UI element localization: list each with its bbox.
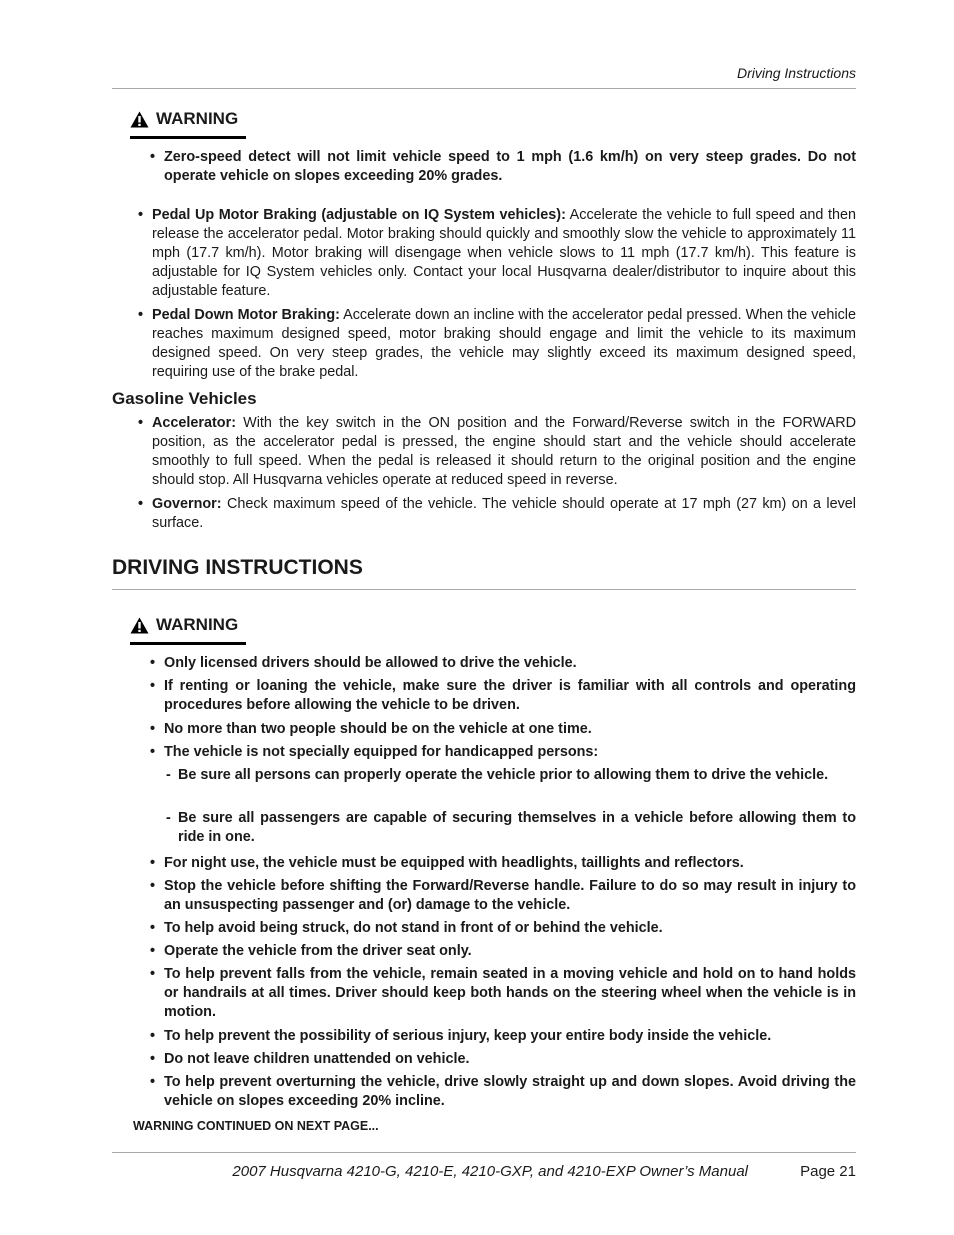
list-item xyxy=(112,414,856,490)
section-title: DRIVING INSTRUCTIONS xyxy=(112,556,363,579)
warning-item-text: Be sure all persons can properly operate the vehicle prior to allowing them to drive the vehicle. xyxy=(178,767,829,783)
item-term: Pedal Up Motor Braking (adjustable on IQ System vehicles): xyxy=(152,207,566,223)
bullet: • xyxy=(150,920,156,936)
list-item xyxy=(112,495,856,533)
footer-manual-title: 2007 Husqvarna 4210-G, 4210-E, 4210-GXP, and 4210-EXP Owner’s Manual xyxy=(232,1163,748,1180)
warning-underline xyxy=(130,136,246,139)
warning-item-text: Zero-speed detect will not limit vehicle speed to 1 mph (1.6 km/h) on very steep grades. Do not operate vehicle on slopes exceeding 20% grades. xyxy=(164,149,856,184)
section-rule xyxy=(112,589,856,590)
warning-item xyxy=(112,854,856,873)
warning-subitem xyxy=(112,809,856,847)
warning-item-text: No more than two people should be on the vehicle at one time. xyxy=(164,721,592,737)
warning-item-text: If renting or loaning the vehicle, make sure the driver is familiar with all controls and operating procedures before allowing the vehicle to be driven. xyxy=(164,678,856,713)
item-text: With the key switch in the ON position and the Forward/Reverse switch in the FORWARD position, as the accelerator pedal is pressed, the engine should start and the vehicle should accelerate smoothly to full speed. When the pedal is released it should return to the original position and the engine should stop. All Husqvarna vehicles operate at reduced speed in reverse. xyxy=(152,415,857,488)
bullet: • xyxy=(150,149,156,165)
warning-underline xyxy=(130,642,246,645)
bullet: • xyxy=(150,943,156,959)
warning-item-text: Do not leave children unattended on vehicle. xyxy=(164,1051,470,1067)
bullet: • xyxy=(150,1051,156,1067)
bullet: • xyxy=(150,878,156,894)
warning-item xyxy=(112,877,856,915)
bullet: • xyxy=(138,496,144,512)
warning-item-text: To help avoid being struck, do not stand in front of or behind the vehicle. xyxy=(164,920,663,936)
item-term: Pedal Down Motor Braking: xyxy=(152,307,340,323)
dash: - xyxy=(166,810,171,826)
bullet: • xyxy=(150,1028,156,1044)
warning-subitem xyxy=(112,766,856,785)
warning-item xyxy=(112,743,856,762)
bullet: • xyxy=(150,855,156,871)
warning-item xyxy=(112,942,856,961)
warning-item xyxy=(112,720,856,739)
list-item xyxy=(112,206,856,301)
warning-item-text: For night use, the vehicle must be equipped with headlights, taillights and reflectors. xyxy=(164,855,744,871)
item-term: Accelerator: xyxy=(152,415,236,431)
running-header: Driving Instructions xyxy=(736,65,856,81)
bullet: • xyxy=(138,307,144,323)
subsection-heading: Gasoline Vehicles xyxy=(112,389,257,408)
dash: - xyxy=(166,767,171,783)
warning-continued-note: WARNING CONTINUED ON NEXT PAGE... xyxy=(133,1119,379,1133)
bullet: • xyxy=(138,415,144,431)
bullet: • xyxy=(150,1074,156,1090)
item-text: Check maximum speed of the vehicle. The vehicle should operate at 17 mph (27 km) on a level surface. xyxy=(152,496,857,531)
warning-item xyxy=(112,654,856,673)
bullet: • xyxy=(150,721,156,737)
warning-item-text: Operate the vehicle from the driver seat only. xyxy=(164,943,472,959)
warning-heading xyxy=(130,615,238,635)
warning-item-text: To help prevent the possibility of serious injury, keep your entire body inside the vehicle. xyxy=(164,1028,772,1044)
warning-item xyxy=(112,677,856,715)
warning-item-text: The vehicle is not specially equipped for handicapped persons: xyxy=(164,744,599,760)
footer-rule xyxy=(112,1152,856,1153)
footer-page-number: Page 21 xyxy=(800,1163,856,1180)
bullet: • xyxy=(150,655,156,671)
warning-item xyxy=(112,1050,856,1069)
item-text: Accelerate the vehicle to full speed and then release the accelerator pedal. Motor braking should quickly and smoothly slow the vehicle to approximately 11 mph (17.7 km/h). Motor braking will disengage when vehicle slows to 11 mph (17.7 km/h). This feature is adjustable for IQ System vehicles only. Contact your local Husqvarna dealer/distributor to inquire about this adjustable feature. xyxy=(152,207,856,299)
warning-triangle-icon xyxy=(130,617,149,634)
bullet: • xyxy=(150,966,156,982)
warning-item-text: To help prevent falls from the vehicle, remain seated in a moving vehicle and hold on to hand holds or handrails at all times. Driver should keep both hands on the steering wheel when the vehicle is in motion. xyxy=(164,966,856,1020)
warning-heading xyxy=(130,109,238,129)
list-item xyxy=(112,306,856,382)
warning-item xyxy=(112,148,856,186)
warning-label: WARNING xyxy=(156,109,239,128)
warning-item xyxy=(112,919,856,938)
item-text: Accelerate down an incline with the accelerator pedal pressed. When the vehicle reaches maximum designed speed, motor braking should engage and limit the vehicle to its maximum designed speed. On very steep grades, the vehicle may slightly exceed its maximum designed speed, requiring use of the brake pedal. xyxy=(152,307,856,380)
item-term: Governor: xyxy=(152,496,222,512)
header-rule xyxy=(112,88,856,89)
warning-item xyxy=(112,1027,856,1046)
bullet: • xyxy=(150,744,156,760)
warning-item-text: Stop the vehicle before shifting the Forward/Reverse handle. Failure to do so may result in injury to an unsuspecting passenger and (or) damage to the vehicle. xyxy=(164,878,856,913)
bullet: • xyxy=(138,207,144,223)
warning-item-text: To help prevent overturning the vehicle, drive slowly straight up and down slopes. Avoid driving the vehicle on slopes exceeding 20% incline. xyxy=(164,1074,856,1109)
warning-item-text: Only licensed drivers should be allowed to drive the vehicle. xyxy=(164,655,577,671)
warning-item xyxy=(112,1073,856,1111)
bullet: • xyxy=(150,678,156,694)
warning-label: WARNING xyxy=(156,615,239,634)
warning-item xyxy=(112,965,856,1022)
warning-item-text: Be sure all passengers are capable of securing themselves in a vehicle before allowing them to ride in one. xyxy=(178,810,856,845)
warning-triangle-icon xyxy=(130,111,149,128)
